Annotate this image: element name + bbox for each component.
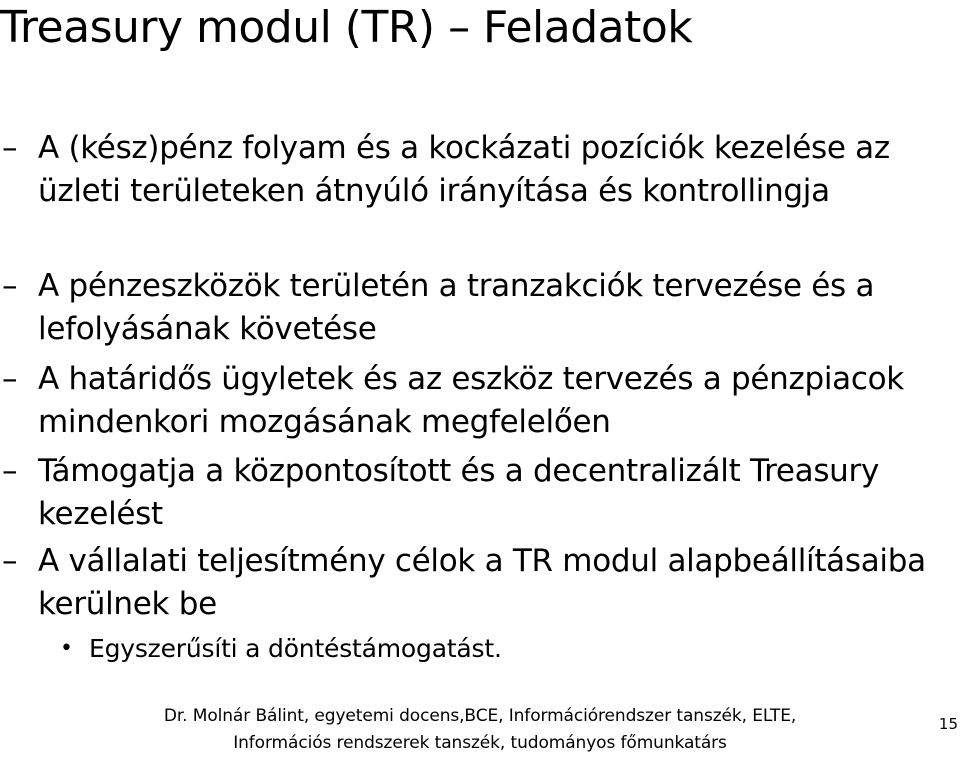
dash-marker: – <box>2 453 18 489</box>
bullet-item <box>0 127 945 213</box>
bullet-item <box>0 358 945 444</box>
bullet-dot-icon: • <box>60 636 73 661</box>
page-number: 15 <box>938 715 958 733</box>
bullet-text: A (kész)pénz folyam és a kockázati pozíciók kezelése az üzleti területeken átnyúló irányítása és kontrollingja <box>38 130 890 209</box>
bullet-text: A vállalati teljesítmény célok a TR modul alapbeállításaiba kerülnek be <box>38 543 926 622</box>
bullet-item <box>0 540 945 626</box>
dash-marker: – <box>2 543 18 579</box>
slide-title: Treasury modul (TR) – Feladatok <box>0 2 693 53</box>
bullet-text: A pénzeszközök területén a tranzakciók tervezése és a lefolyásának követése <box>38 268 875 347</box>
bullet-text: Támogatja a központosított és a decentralizált Treasury kezelést <box>38 453 880 532</box>
slide-footer <box>0 703 960 757</box>
footer-line-1: Dr. Molnár Bálint, egyetemi docens,BCE, Információrendszer tanszék, ELTE, <box>163 706 797 726</box>
dash-marker: – <box>2 268 18 304</box>
bullet-text: A határidős ügyletek és az eszköz tervezés a pénzpiacok mindenkori mozgásának megfelelően <box>38 361 904 440</box>
bullet-item <box>0 265 945 351</box>
bullet-item <box>0 450 945 536</box>
dash-marker: – <box>2 130 18 166</box>
sub-bullet-item <box>0 632 945 666</box>
footer-line-2: Információs rendszerek tanszék, tudományos főmunkatárs <box>233 733 727 753</box>
sub-bullet-text: Egyszerűsíti a döntéstámogatást. <box>89 634 502 663</box>
dash-marker: – <box>2 361 18 397</box>
